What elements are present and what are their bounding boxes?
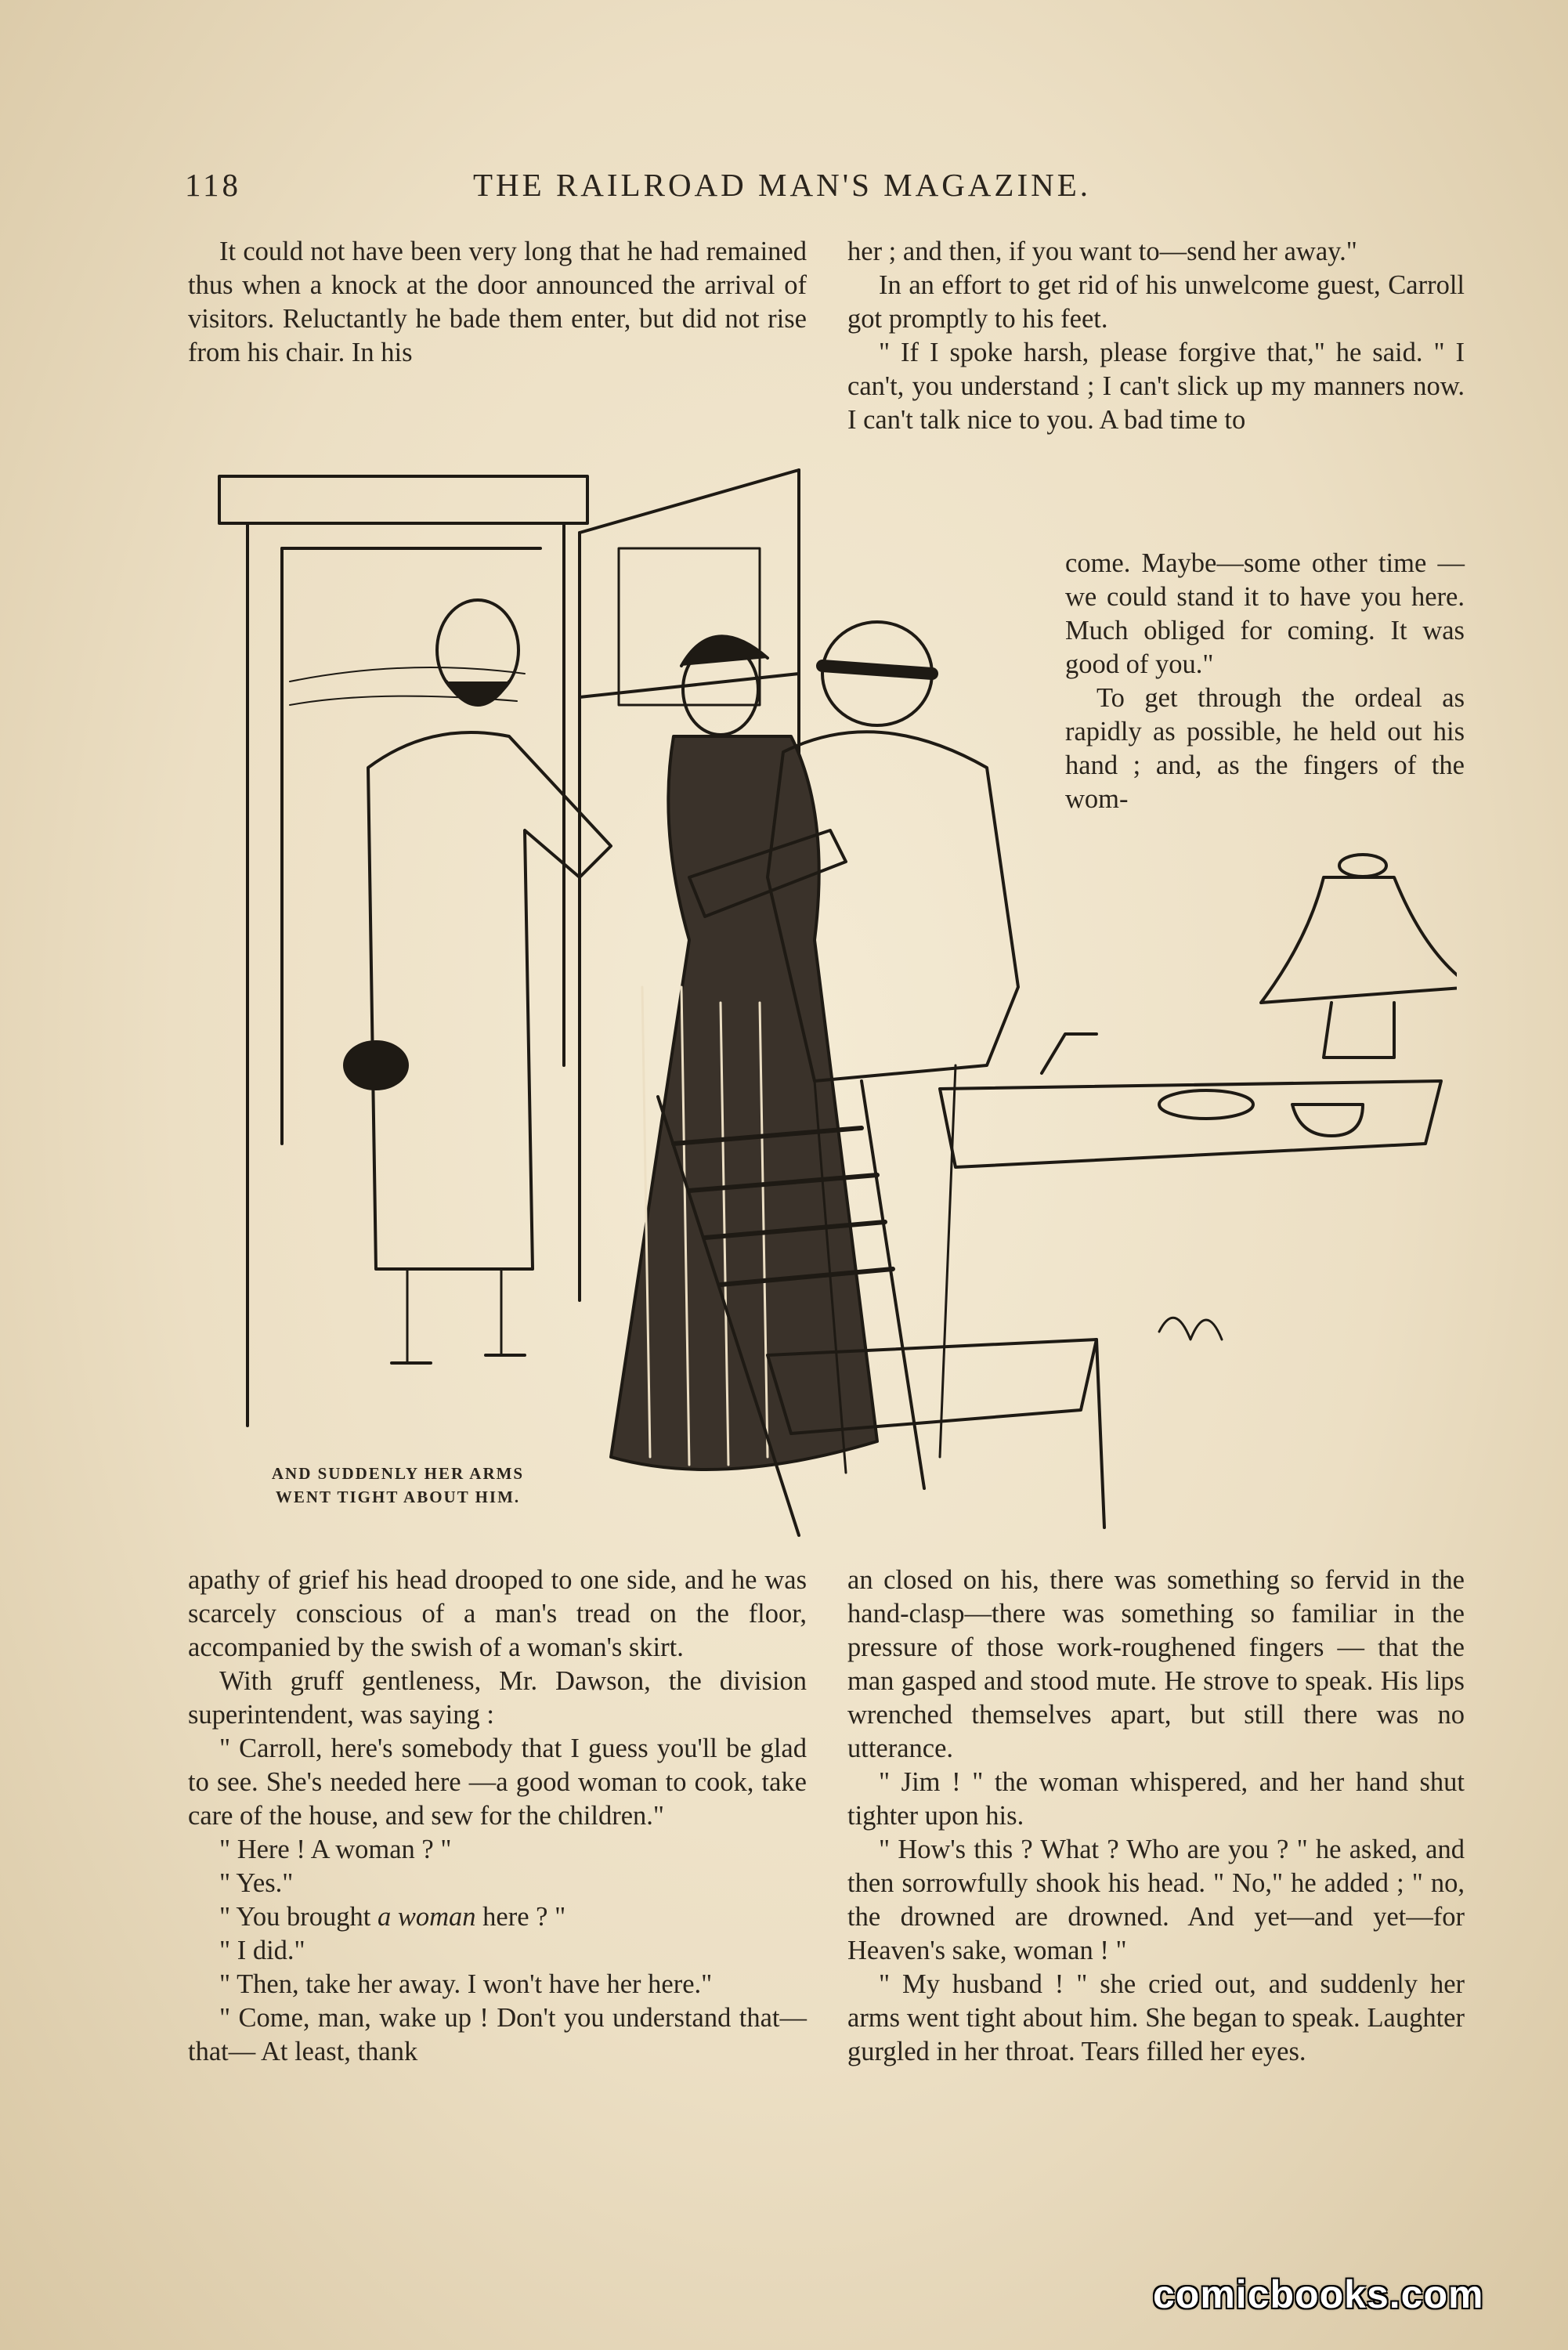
paragraph: come. Maybe—some other time — we could stand it to have you here. Much obliged for coming. It was good of you." [1065,548,1465,679]
emphasis: a woman [377,1902,476,1932]
artist-signature [1159,1318,1222,1340]
woman-figure [611,636,877,1470]
paragraph: " Come, man, wake up ! Don't you understand that—that— At least, thank [188,2003,807,2066]
caption-line: AND SUDDENLY HER ARMS [271,1464,525,1483]
standing-man-figure [345,600,611,1363]
right-column-top [847,235,1465,437]
paragraph: " Yes." [219,1868,294,1898]
site-watermark: comicbooks.com [1153,2272,1484,2316]
paragraph: " Jim ! " the woman whispered, and her hand shut tighter upon his. [847,1767,1465,1831]
door-frame [219,476,587,1426]
illustration-caption [210,1462,586,1509]
paragraph: " My husband ! " she cried out, and suddenly her arms went tight about him. She began to speak. Laughter gurgled in her throat. Tears filled her eyes. [847,1969,1465,2066]
page-number: 118 [185,167,241,203]
paragraph: To get through the ordeal as rapidly as possible, he held out his hand ; and, as the fingers of the wom- [1065,683,1465,814]
paragraph: With gruff gentleness, Mr. Dawson, the division superintendent, was saying : [188,1666,807,1730]
paragraph: In an effort to get rid of his unwelcome guest, Carroll got promptly to his feet. [847,270,1465,334]
paragraph [188,1900,807,1934]
paragraph: " Carroll, here's somebody that I guess you'll be glad to see. She's needed here —a good woman to cook, take care of the house, and sew for the children." [188,1734,807,1831]
paragraph: apathy of grief his head drooped to one side, and he was scarcely conscious of a man's tread on the floor, accompanied by the swish of a woman's skirt. [188,1565,807,1662]
table-with-lamp [940,855,1457,1167]
right-column-bottom [847,1564,1465,2069]
left-column-top [188,235,807,370]
paragraph: " Here ! A woman ? " [219,1835,452,1864]
paragraph: " Then, take her away. I won't have her here." [219,1969,713,1999]
page-header [185,166,1469,210]
paragraph: " If I spoke harsh, please forgive that," he said. " I can't, you understand ; I can't slick up my manners now. I can't talk nice to you. A bad time to [847,338,1465,435]
paragraph: " I did." [219,1936,305,1965]
text-run: " You brought [219,1902,378,1932]
illustration [172,439,1457,1551]
text-run: here ? " [475,1902,566,1932]
paragraph: an closed on his, there was something so fervid in the hand-clasp—there was something so familiar in the pressure of those work-roughened fingers — that the man gasped and stood mute. He strove to speak. His lips wrenched themselves apart, but still there was no utterance. [847,1565,1465,1763]
running-title: THE RAILROAD MAN'S MAGAZINE. [473,167,1092,203]
paragraph: " How's this ? What ? Who are you ? " he asked, and then sorrowfully shook his head. " No," he added ; " no, the drowned are drowned. And yet—and yet—for Heaven's sake, woman ! " [847,1835,1465,1965]
paragraph: her ; and then, if you want to—send her away." [847,237,1357,266]
left-column-bottom [188,1564,807,2069]
paragraph: It could not have been very long that he had remained thus when a knock at the door announced the arrival of visitors. Reluctantly he bade them enter, but did not rise from his chair. In his [188,237,807,367]
caption-line: WENT TIGHT ABOUT HIM. [275,1488,521,1506]
